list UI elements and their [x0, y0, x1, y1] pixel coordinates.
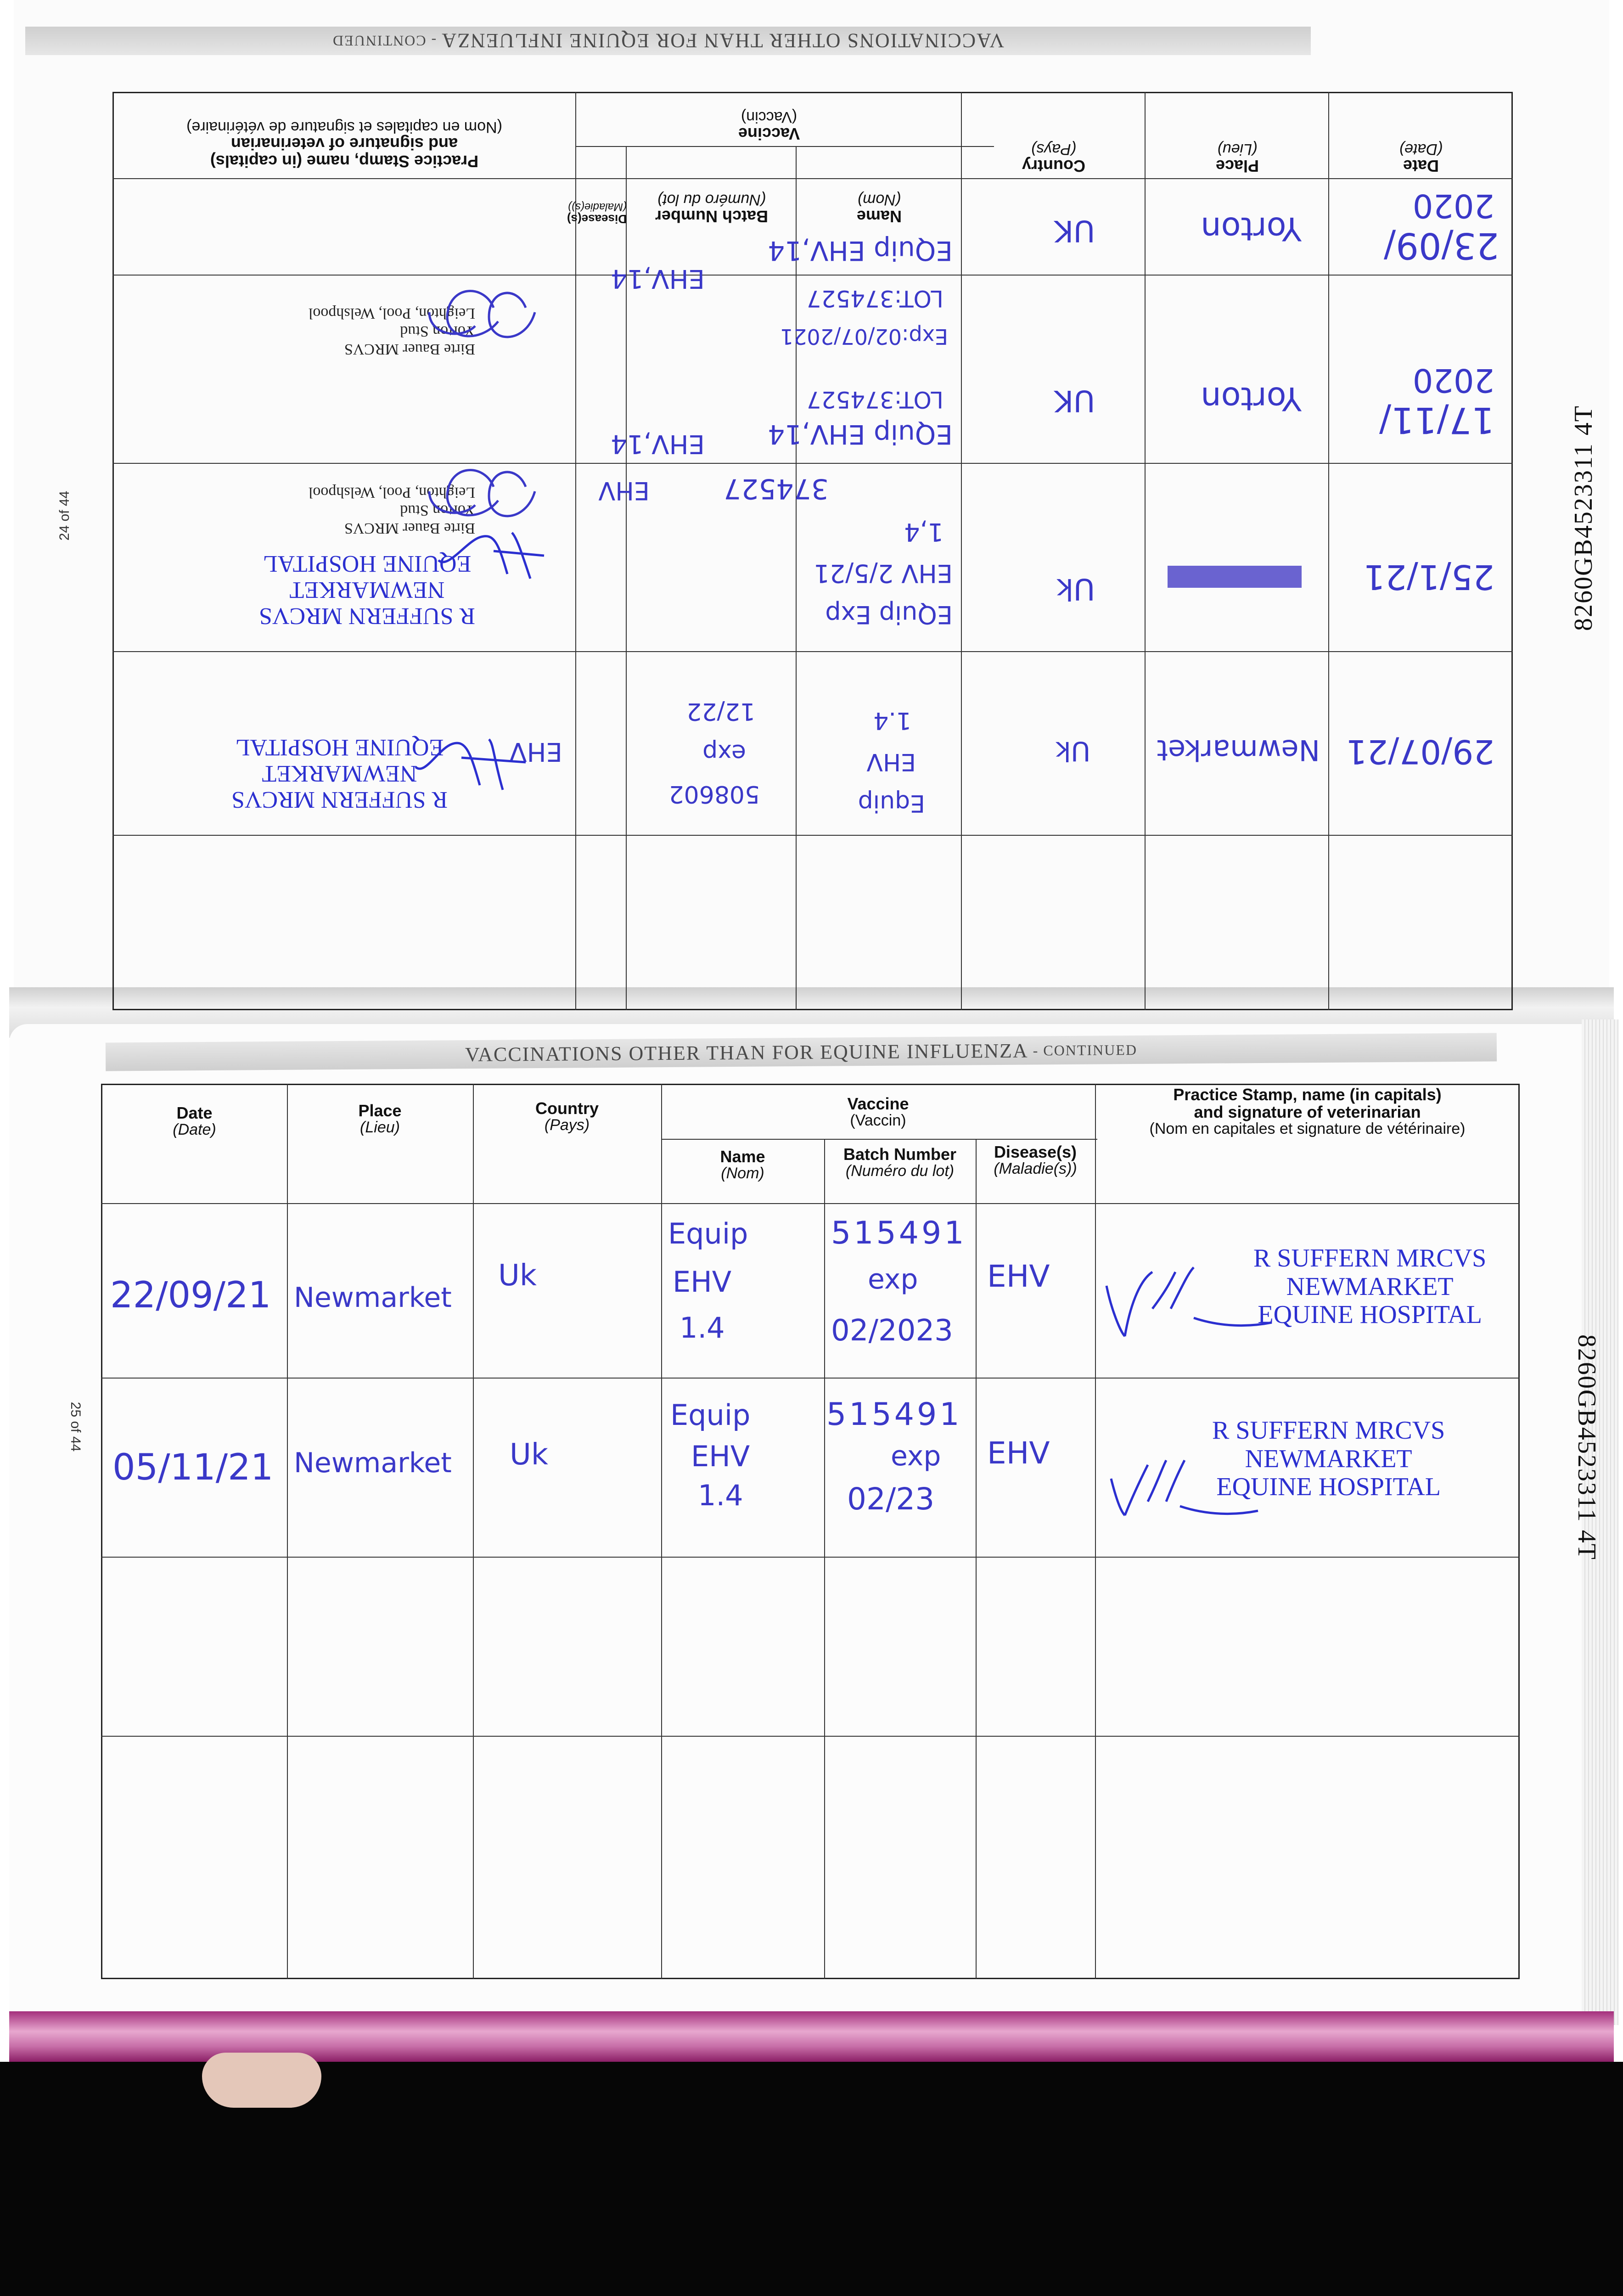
country-value: UK [1054, 383, 1095, 417]
passport-number: 8260GB4523311 4T [1569, 405, 1598, 631]
header-practice: Practice Stamp, name (in capitals) and signature of veterinarian (Nom en capitales et signature de vétérinaire) [186, 118, 502, 171]
batch-value: 374527 [723, 473, 829, 505]
disease-value: EHV,14 [611, 264, 705, 293]
page-24-rotated [0, 0, 1623, 1010]
header-name: Name (Nom) [720, 1147, 765, 1182]
place-value: Newmarket [1157, 733, 1320, 767]
page-number: 25 of 44 [68, 1401, 84, 1452]
page-number: 24 of 44 [56, 490, 72, 541]
batch-value: LOT:374527 [806, 285, 943, 312]
date-value: 05/11/21 [112, 1447, 274, 1488]
vaccine-name-2: EHV [673, 1265, 732, 1299]
country-value: Uk [510, 1438, 548, 1472]
vaccine-name-value: EQuip Exp [825, 600, 953, 629]
expiry-value: 02/23 [847, 1481, 935, 1517]
vaccine-name-3: 1.4 [698, 1479, 743, 1512]
place-value: Newmarket [294, 1282, 452, 1314]
practice-stamp: Birte Bauer MRCVS Yorton Stud Leighton, Pool, Welshpool [308, 484, 475, 537]
expiry-value: 12/22 [686, 698, 755, 725]
date-value: 22/09/21 [110, 1275, 271, 1316]
expiry-label: exp [868, 1263, 918, 1295]
finger [202, 2053, 321, 2108]
header-vaccine: Vaccine (Vaccin) [738, 108, 800, 143]
page-25-table [101, 1084, 1520, 1979]
practice-stamp: R SUFFERN MRCVS NEWMARKET EQUINE HOSPITAL [231, 734, 448, 813]
vaccine-name-3: 1,4 [904, 518, 943, 546]
vaccine-subheader-line [661, 1139, 1097, 1140]
vaccine-name-2: EHV [691, 1440, 750, 1473]
batch-value: LOT:374527 [806, 386, 943, 413]
expiry-label: exp [891, 1440, 941, 1472]
header-name: Name (Nom) [856, 191, 902, 226]
expiry-label: exp [702, 739, 746, 766]
passport-number: 8260GB4523311 4T [1572, 1334, 1601, 1560]
vaccine-name-value: EQuip EHV,14 [768, 235, 953, 266]
disease-value: EHV,14 [611, 429, 705, 459]
practice-stamp: Birte Bauer MRCVS Yorton Stud Leighton, Pool, Welshpool [308, 304, 475, 358]
header-batch: Batch Number (Numéro du lot) [655, 191, 769, 226]
date-value: 29/07/21 [1346, 732, 1494, 771]
date-value: 25/1/21 [1363, 557, 1494, 597]
expiry-value: Exp:02/07/2021 [780, 324, 948, 349]
header-practice: Practice Stamp, name (in capitals) and signature of veterinarian (Nom en capitales et signature de vétérinaire) [1149, 1085, 1466, 1137]
vaccine-name-value: Equip [670, 1398, 751, 1432]
vaccine-name-3: 1.4 [873, 707, 911, 734]
header-country: Country (Pays) [535, 1099, 599, 1134]
country-value: Uk [1056, 572, 1095, 606]
place-value: Yorton [1201, 380, 1302, 417]
date-year: 2020 [1412, 361, 1494, 399]
signature-bb-2 [416, 459, 544, 528]
batch-value: 515491 [826, 1396, 962, 1433]
header-disease: Disease(s) (Maladie(s)) [994, 1142, 1077, 1177]
date-value: 17/11/ [1379, 399, 1494, 440]
batch-value: 508602 [668, 780, 760, 808]
practice-stamp: R SUFFERN MRCVS NEWMARKET EQUINE HOSPITAL [1253, 1244, 1487, 1329]
header-disease: Disease(s) (Maladie(s)) [567, 200, 627, 226]
place-value: Yorton [1201, 210, 1302, 248]
vaccine-name-3: 1.4 [680, 1311, 725, 1345]
header-vaccine: Vaccine (Vaccin) [847, 1094, 909, 1129]
vaccine-name-2: EHV [866, 748, 916, 776]
vaccine-name-value: Equip [858, 789, 925, 817]
date-year: 2020 [1412, 187, 1494, 225]
expiry-value: 02/2023 [831, 1314, 953, 1348]
disease-value: EHV [598, 476, 650, 505]
header-country: Country (Pays) [1022, 141, 1085, 175]
vaccine-name-value: EQuip EHV,14 [768, 419, 953, 450]
signature-rs-4 [1106, 1451, 1263, 1520]
vaccine-name-2: EHV 2/5/21 [814, 559, 953, 588]
header-date: Date (Date) [1399, 141, 1443, 175]
disease-value: EHV [509, 737, 562, 766]
signature-rs-2 [411, 730, 530, 799]
batch-value: 515491 [831, 1215, 967, 1251]
signature-rs-1 [429, 523, 549, 588]
page-25-title: VACCINATIONS OTHER THAN FOR EQUINE INFLUENZA - CONTINUED [106, 1033, 1497, 1071]
signature-bb-1 [416, 280, 544, 349]
place-stamp: NEWMARKET [1167, 566, 1302, 587]
country-value: Uk [1055, 736, 1090, 767]
country-value: UK [1054, 214, 1095, 248]
header-date: Date (Date) [173, 1103, 216, 1138]
country-value: Uk [498, 1259, 537, 1293]
practice-stamp: R SUFFERN MRCVS NEWMARKET EQUINE HOSPITAL [258, 550, 475, 629]
date-value: 23/09/ [1383, 225, 1499, 266]
vaccine-name-value: Equip [668, 1217, 748, 1250]
disease-value: EHV [987, 1435, 1050, 1471]
header-batch: Batch Number (Numéro du lot) [843, 1145, 957, 1180]
place-value: Newmarket [294, 1447, 452, 1479]
page-24-title: VACCINATIONS OTHER THAN FOR EQUINE INFLUENZA - CONTINUED [25, 27, 1311, 55]
signature-rs-3 [1102, 1254, 1276, 1345]
disease-value: EHV [987, 1259, 1050, 1294]
header-place: Place (Lieu) [358, 1101, 402, 1136]
practice-stamp: R SUFFERN MRCVS NEWMARKET EQUINE HOSPITAL [1212, 1416, 1445, 1502]
header-place: Place (Lieu) [1215, 141, 1259, 175]
